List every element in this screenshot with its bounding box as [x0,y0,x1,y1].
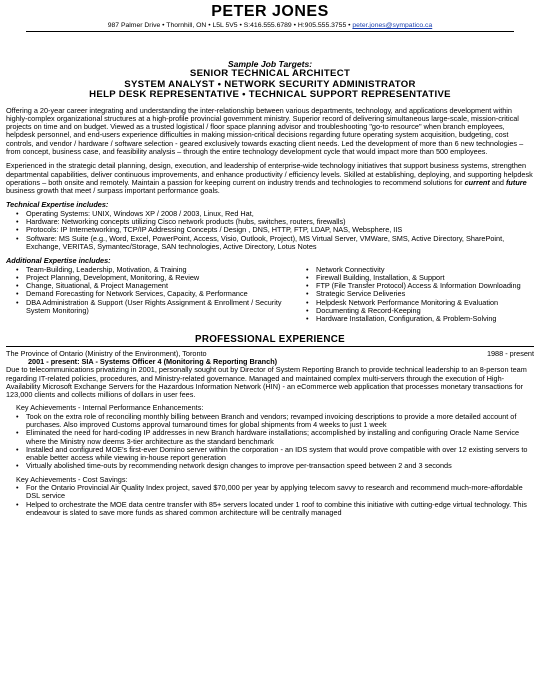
list-item: • Strategic Service Deliveries [316,290,534,298]
list-item: • Hardware Installation, Configuration, & Problem-Solving [316,315,534,323]
additional-expertise-columns [6,266,534,324]
job-target-line-3: HELP DESK REPRESENTATIVE • TECHNICAL SUPPORT REPRESENTATIVE [89,89,451,100]
list-item: • Demand Forecasting for Network Services, Capacity, & Performance [26,290,296,298]
job-targets-label: Sample Job Targets: [227,59,313,69]
job-target-line-1: SENIOR TECHNICAL ARCHITECT [189,68,351,79]
summary-paragraph-2 [6,162,534,195]
list-item: • For the Ontario Provincial Air Quality Index project, saved $70,000 per year by applying telecom savvy to research and recommend much-more-affordable DSL service [26,484,534,501]
list-item: • FTP (File Transfer Protocol) Access & Information Downloading [316,282,534,290]
email-link[interactable]: peter.jones@sympatico.ca [352,22,433,29]
summary-paragraph-1: Offering a 20-year career integrating and understanding the inter-relationship between various departments, technology, and applications development within highly-complex organizational structures at a high-profile provincial government ministry. Superior record of delivering simultaneous large-scale, mission-critical projects on time and on budget. Viewed as a trusted logistical / floor space planning advisor and troubleshooting "go-to resource" when branch employees, helpdesk personnel, and end-users experience difficulties in making mission-critical decisions regarding future operating system acquisition, budgeting, cost controls, and vendor / hardware / software selection - geared exclusively towards exacting client needs. Led the development of more than 6 new technologies – from concept, business case, and feasibility analysis – through the entire technology development cycle that would impact more than 500 employees. [6,105,524,156]
technical-expertise-title: Technical Expertise includes: [6,200,109,210]
job-description: Due to telecommunications privatizing in 2001, personally sought out by Director of System Reporting Branch to provide technical leadership to an 8-person team regarding IT-related policies, procedures, and Ministry-related governance. Managed and maintained complex multi-servers through the execution of High-Availability Microsoft Exchange Servers for the Hazardous Information Network (HIN) - an eCommerce web application that processes monetary transactions for 123,000 clients and collects millions of dollars in user fees. [6,365,527,400]
list-item: • Helped to orchestrate the MOE data centre transfer with 85+ servers located under 1 roof to combine this initiative with cutting-edge virtual technology. This endeavour is slated to save more funds as shared common architecture will be centrally managed [26,501,534,518]
job-targets [6,59,534,101]
list-item: • Software: MS Suite (e.g., Word, Excel, PowerPoint, Access, Visio, Outlook, Project), MS Virtual Server, VMWare, SMS, Active Directory, SharePoint, Exchange, VERITAS, Symantec/Storage, SAN technologies, Active Directory, Lotus Notes [26,235,534,252]
list-item: • Took on the extra role of reconciling monthly billing between Branch and vendors; revamped invoicing descriptions to provide a more detailed account of purchases. Also improved Customs approval turnaround times for global shipments from 4 weeks to just 1 week [26,413,534,430]
list-item: • Project Planning, Development, Monitoring, & Review [26,274,296,282]
summary-p2-part-e: business growth that meet / surpass important performance goals. [6,186,220,196]
achievements-cost-title: Key Achievements - Cost Savings: [16,474,128,484]
list-item: • Network Connectivity [316,266,534,274]
employment-dates: 1988 - present [486,348,534,358]
list-item: • Installed and configured MOE's first-ever Domino server within the corporation - an IDS system that would prove compatible with over 12 existing servers to enable better access while viewing in-house report generation [26,446,534,463]
list-item: • Eliminated the need for hard-coding IP addresses in new Branch hardware installations; accomplished by installing and configuring Oracle Name Service where the Ministry now deems 3-tier architecture as the standard benchmark [26,429,534,446]
list-item: • Operating Systems: UNIX, Windows XP / 2008 / 2003, Linux, Red Hat, [26,210,534,218]
list-item: • Documenting & Record-Keeping [316,307,534,315]
summary-p2-current: current [464,177,490,187]
list-item: • DBA Administration & Support (User Rights Assignment & Enrollment / Security System Monitoring) [26,299,296,316]
list-item: • Hardware: Networking concepts utilizing Cisco network products (hubs, switches, routers, firewalls) [26,218,534,226]
additional-expertise-left [6,266,296,324]
employer-name: The Province of Ontario (Ministry of the Environment), Toronto [6,348,207,358]
contact-details: 987 Palmer Drive • Thornhill, ON • L5L 5V5 • S:416.555.6789 • H:905.555.3755 • [107,22,351,29]
list-item: • Helpdesk Network Performance Monitoring & Evaluation [316,299,534,307]
list-item: • Virtually abolished time-outs by recommending network design changes to improve per-transaction speed between 2 and 3 seconds [26,462,534,470]
list-item: • Firewall Building, Installation, & Support [316,274,534,282]
summary-p2-and: and [489,177,506,187]
additional-expertise-title: Additional Expertise includes: [6,256,111,266]
technical-expertise-list [6,210,534,251]
achievements-internal-list [6,413,534,471]
achievements-cost-list [6,484,534,517]
achievements-internal-title: Key Achievements - Internal Performance Enhancements: [16,403,204,413]
summary-p2-future: future [506,177,527,187]
professional-experience-heading: PROFESSIONAL EXPERIENCE [6,334,534,347]
summary-p2-part-a: Experienced in the strategic detail planning, design, execution, and leadership of enterprise-wide technology initiatives that support business systems, strengthen departmental capabilities, deliver continuous improvements, and enhance productivity / efficiency levels. Skilled at establishing, deploying, and supporting helpdesk operations – both onsite and remotely. Maintain a passion for keeping current on industry trends and technologies to recommend solutions for [6,161,533,187]
candidate-name: PETER JONES [211,3,329,20]
list-item: • Team-Building, Leadership, Motivation, & Training [26,266,296,274]
additional-expertise-right [296,266,534,324]
list-item: • Protocols: IP Internetworking, TCP/IP Addressing Concepts / Design , DNS, HTTP, FTP, LDAP, NAS, Websphere, IIS [26,226,534,234]
contact-line [26,21,514,32]
job-target-line-2: SYSTEM ANALYST • NETWORK SECURITY ADMINISTRATOR [124,78,416,90]
job-role: 2001 - present: SIA - Systems Officer 4 (Monitoring & Reporting Branch) [28,356,278,366]
list-item: • Change, Situational, & Project Management [26,282,296,290]
